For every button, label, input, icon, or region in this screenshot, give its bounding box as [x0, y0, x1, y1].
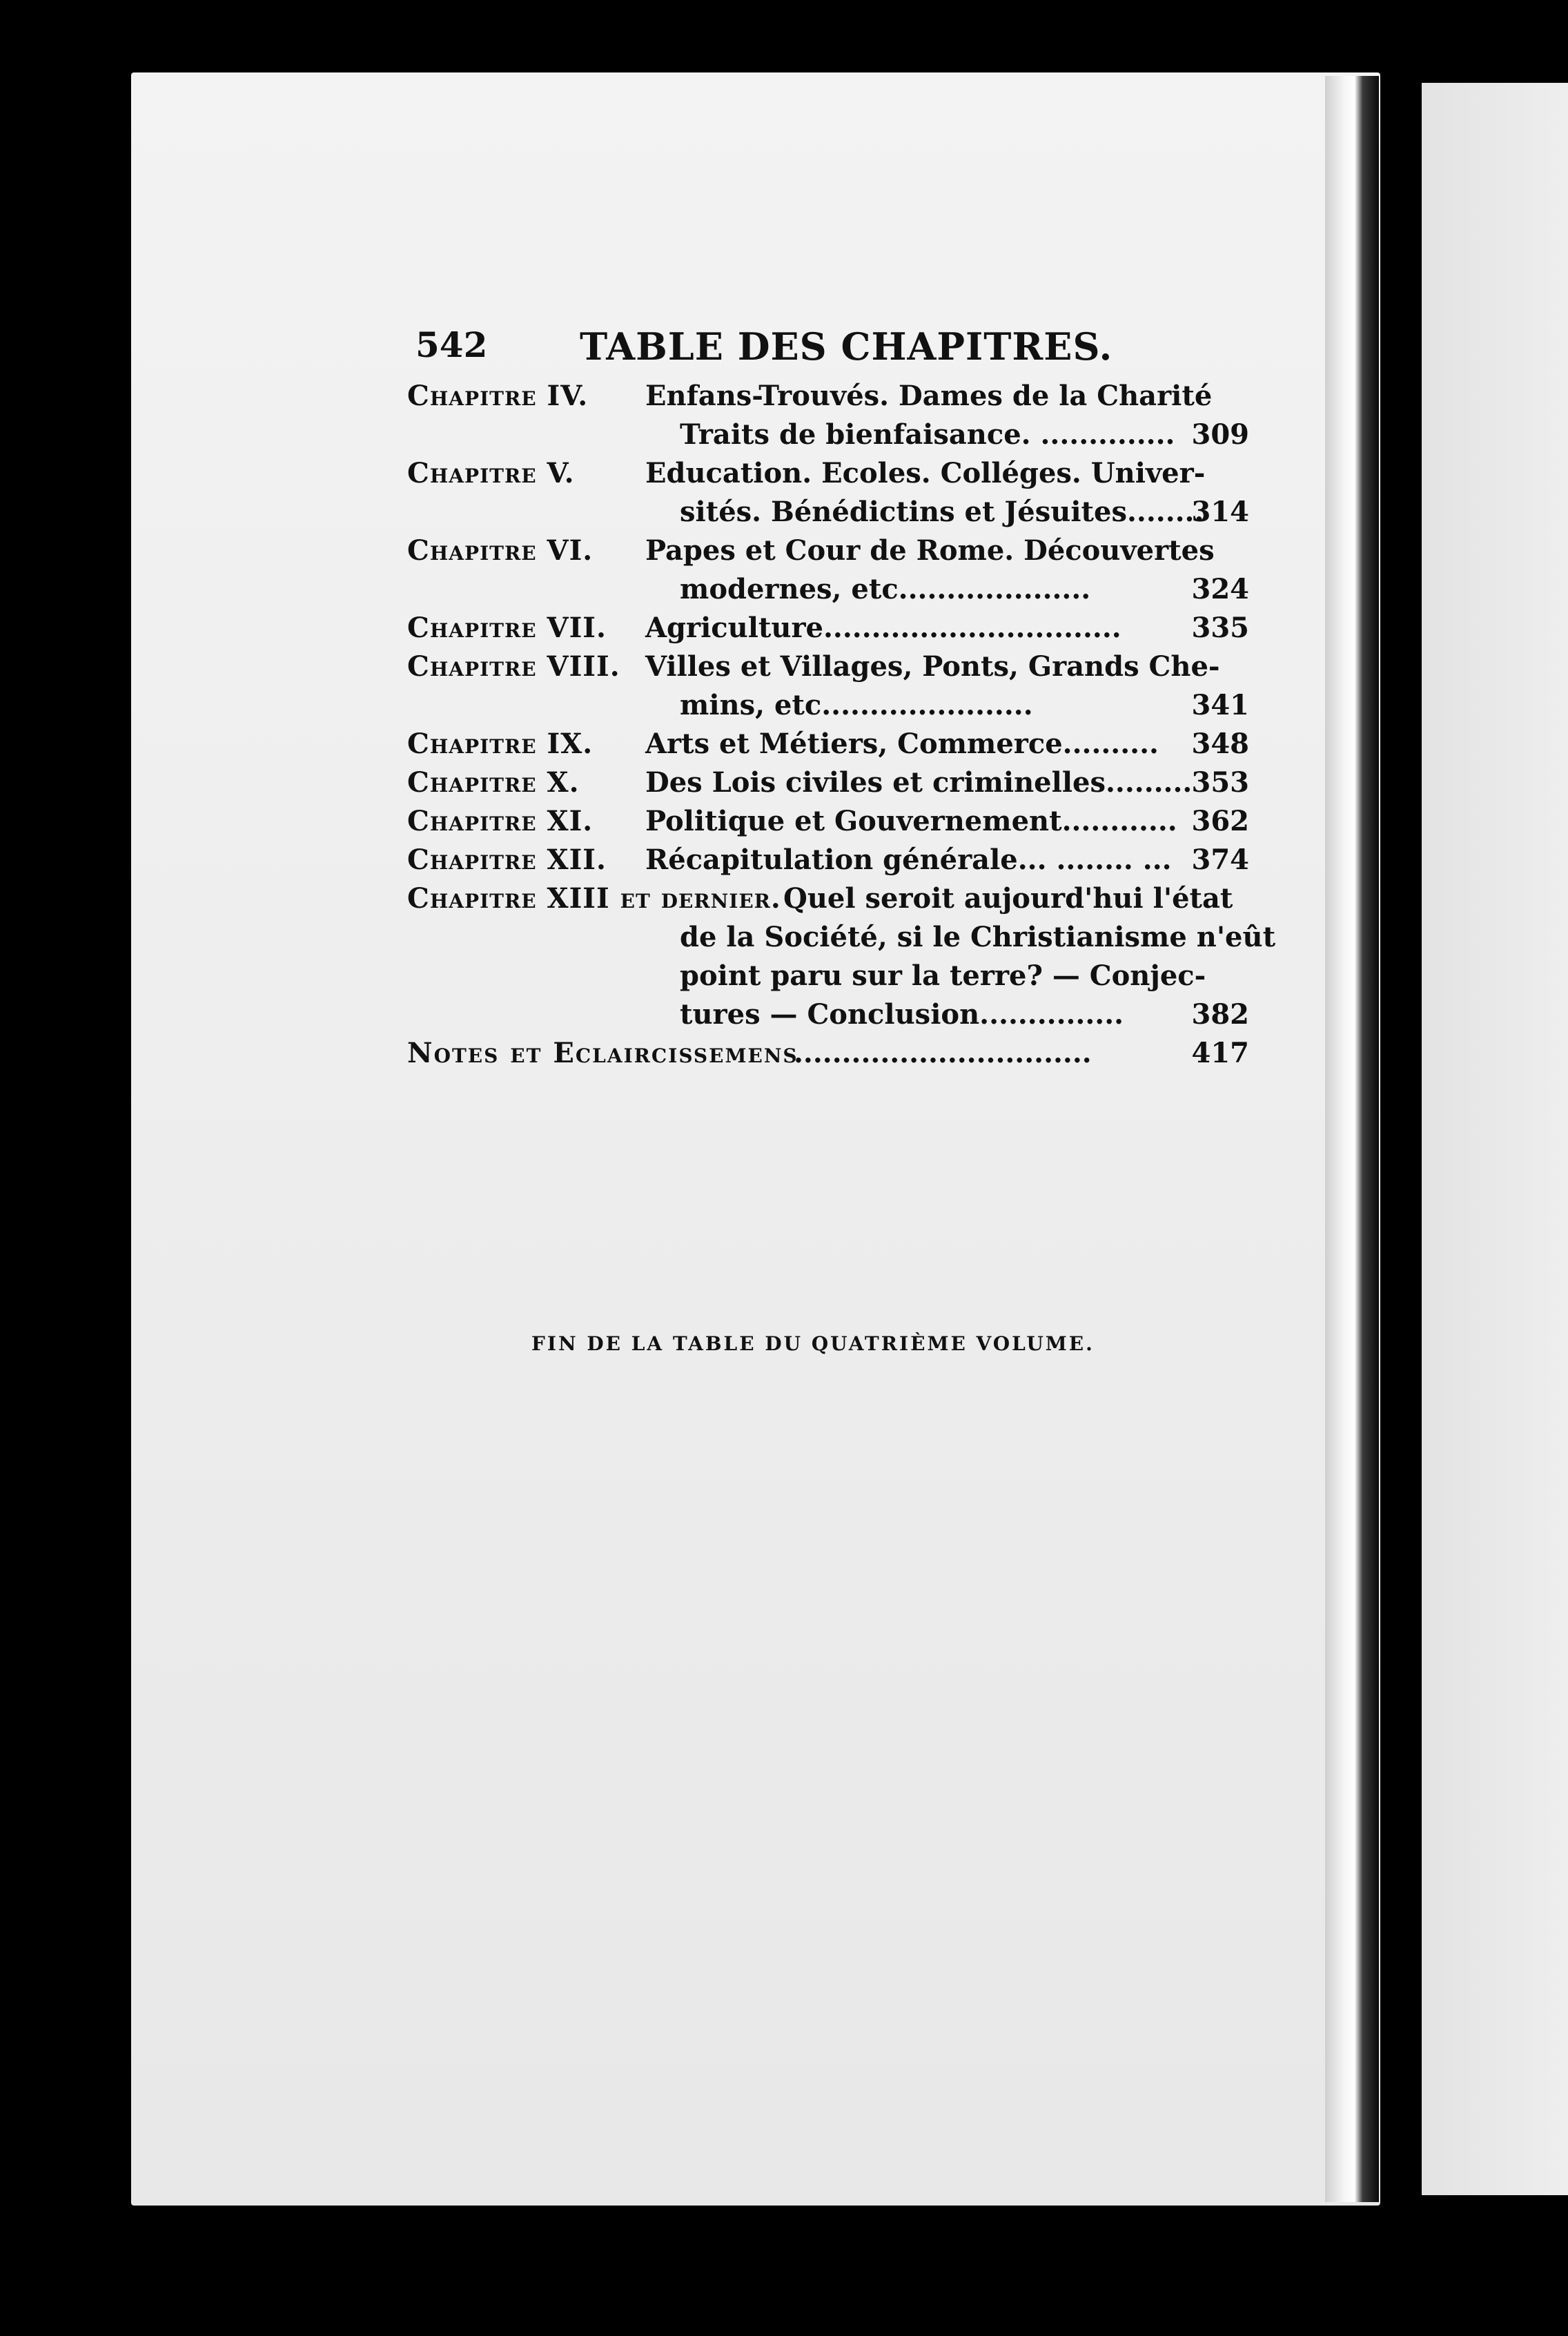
- chapter-title-text: Villes et Villages, Ponts, Grands Che-: [645, 650, 1220, 683]
- chapter-title-text: de la Société, si le Christianisme n'eût: [680, 921, 1276, 953]
- toc-entry-line: [407, 650, 1249, 689]
- chapter-page-number: 341: [1191, 689, 1249, 721]
- toc-entry: [407, 766, 1249, 805]
- chapter-page-number: 309: [1191, 418, 1249, 451]
- toc-entry: [407, 882, 1276, 1037]
- chapter-title-text: sités. Bénédictins et Jésuites........: [680, 496, 1204, 528]
- chapter-title-text: point paru sur la terre? — Conjec-: [680, 960, 1206, 992]
- toc-entry-line: [407, 612, 1249, 650]
- chapter-title-text: Education. Ecoles. Colléges. Univer-: [645, 457, 1206, 489]
- toc-entry: [407, 650, 1249, 728]
- toc-entry-line: [407, 766, 1249, 805]
- toc-entry-line: [407, 496, 1249, 534]
- chapter-label: Notes et Eclaircissemens: [407, 1037, 798, 1069]
- chapter-title-text: tures — Conclusion...............: [680, 998, 1124, 1031]
- toc-entry: [407, 457, 1249, 534]
- chapter-page-number: 314: [1191, 496, 1249, 528]
- chapter-label: Chapitre VIII.: [407, 650, 620, 683]
- chapter-title-text: Papes et Cour de Rome. Découvertes: [645, 534, 1215, 567]
- toc-entry-line: [407, 1037, 1249, 1075]
- page-number: 542: [415, 324, 488, 365]
- toc-entry-line: [407, 998, 1249, 1037]
- chapter-page-number: 348: [1191, 728, 1249, 760]
- chapter-list: [407, 380, 1276, 1075]
- chapter-label: Chapitre XI.: [407, 805, 594, 837]
- chapter-label: Chapitre IV.: [407, 380, 589, 412]
- chapter-label: Chapitre XII.: [407, 844, 607, 876]
- toc-entry-line: [407, 805, 1249, 844]
- facing-page: [1422, 83, 1568, 2195]
- chapter-page-number: 324: [1191, 573, 1249, 605]
- chapter-label: Chapitre VI.: [407, 534, 594, 567]
- toc-entry: [407, 380, 1249, 457]
- chapter-label: Chapitre XIII et dernier.: [407, 882, 781, 915]
- toc-entry: [407, 728, 1249, 766]
- chapter-label: Chapitre IX.: [407, 728, 594, 760]
- chapter-title-text: ...............................: [794, 1037, 1092, 1069]
- toc-entry-line: [407, 534, 1249, 573]
- table-of-contents: [407, 324, 1276, 1075]
- chapter-title-text: Récapitulation générale... ........ ...: [645, 844, 1172, 876]
- toc-entry-line: [407, 380, 1249, 418]
- toc-entry-line: [407, 573, 1249, 612]
- chapter-title-text: mins, etc......................: [680, 689, 1033, 721]
- toc-entry-line: [407, 921, 1276, 960]
- toc-entry: [407, 534, 1249, 612]
- chapter-label: Chapitre V.: [407, 457, 575, 489]
- chapter-page-number: 374: [1191, 844, 1249, 876]
- chapter-page-number: 335: [1191, 612, 1249, 644]
- chapter-page-number: 362: [1191, 805, 1249, 837]
- toc-entry-line: [407, 457, 1249, 496]
- chapter-title-text: Agriculture...............................: [645, 612, 1121, 644]
- chapter-page-number: 417: [1191, 1037, 1249, 1069]
- page-header: [407, 324, 1249, 380]
- running-title: TABLE DES CHAPITRES.: [580, 324, 1113, 369]
- end-of-table-note: FIN DE LA TABLE DU QUATRIÈME VOLUME.: [531, 1332, 1095, 1355]
- toc-entry-line: [407, 882, 1249, 921]
- chapter-title-text: modernes, etc....................: [680, 573, 1091, 605]
- toc-entry: [407, 612, 1249, 650]
- toc-entry-line: [407, 844, 1249, 882]
- toc-entry: [407, 805, 1249, 844]
- toc-entry: [407, 1037, 1249, 1075]
- chapter-label: Chapitre VII.: [407, 612, 607, 644]
- toc-entry-line: [407, 728, 1249, 766]
- chapter-title-text: Politique et Gouvernement............: [645, 805, 1177, 837]
- chapter-title-text: Enfans-Trouvés. Dames de la Charité: [645, 380, 1213, 412]
- toc-entry-line: [407, 960, 1249, 998]
- chapter-page-number: 353: [1191, 766, 1249, 799]
- chapter-label: Chapitre X.: [407, 766, 580, 799]
- chapter-title-text: Traits de bienfaisance. ..............: [680, 418, 1175, 451]
- book-spine: [1325, 76, 1379, 2202]
- toc-entry-line: [407, 689, 1249, 728]
- chapter-title-text: Arts et Métiers, Commerce..........: [645, 728, 1159, 760]
- toc-entry-line: [407, 418, 1249, 457]
- chapter-page-number: 382: [1191, 998, 1249, 1031]
- chapter-title-text: Quel seroit aujourd'hui l'état: [783, 882, 1233, 915]
- chapter-title-text: Des Lois civiles et criminelles.........: [645, 766, 1193, 799]
- toc-entry: [407, 844, 1249, 882]
